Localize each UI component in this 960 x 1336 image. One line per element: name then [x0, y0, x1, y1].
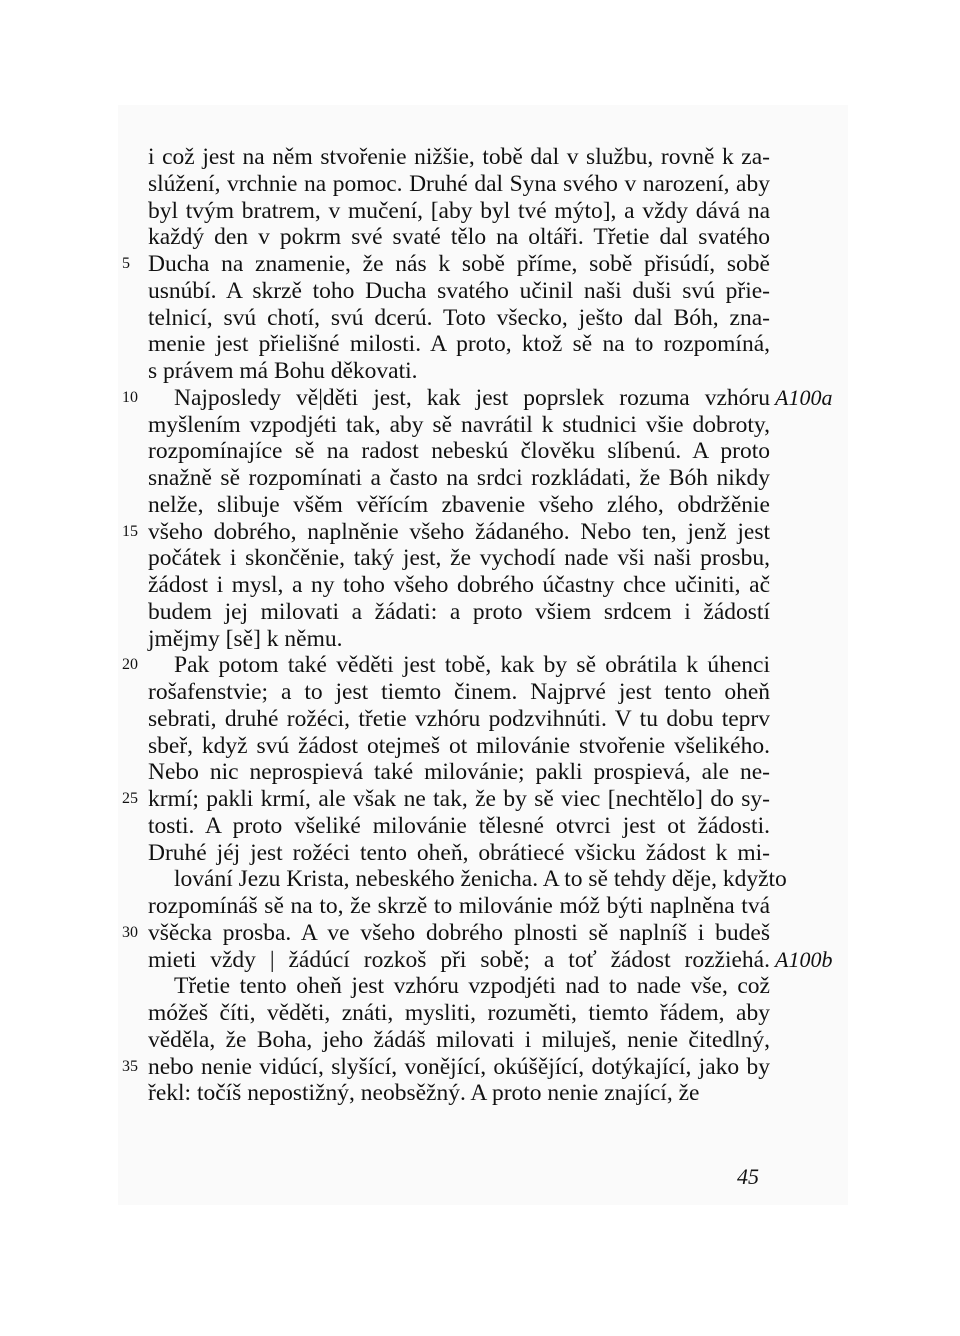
text-line: věděla, že Boha, jeho žádáš milovati i miluješ, nenie čitedlný, [148, 1027, 770, 1053]
text-line: Nebo nic neprospievá také milovánie; pakli prospievá, ale ne- [148, 759, 770, 785]
text-line: nebo nenie vidúcí, slyšící, vonějící, okúšějící, dotýkající, jako by [148, 1054, 770, 1080]
text-line: telnicí, svú chotí, svú dcerú. Toto všecko, ješto dal Bóh, zna- [148, 305, 770, 331]
text-line: počátek i skončěnie, taký jest, že vychodí nade vši naši prosbu, [148, 545, 770, 571]
text-line: sbeř, když svú žádost otejmeš ot milovánie stvořenie všelikého. [148, 733, 770, 759]
text-line: Ducha na znamenie, že nás k sobě příme, sobě přisúdí, sobě [148, 251, 770, 277]
text-line: žádost i mysl, a ny toho všeho dobrého účastny chce učiniti, ač [148, 572, 770, 598]
text-line: snažně sě rozpomínati a často na srdci rozkládati, že Bóh nikdy [148, 465, 770, 491]
line-number: 10 [122, 389, 138, 406]
text-line: všěcka prosba. A ve všeho dobrého plnosti sě naplníš i budeš [148, 920, 770, 946]
text-line: rozpomínajíce sě na radost nebeskú člověku slíbenú. A proto [148, 438, 770, 464]
text-line: mieti vždy | žádúcí rozkoš při sobě; a toť žádost rozžiehá. [148, 947, 770, 973]
text-line: jmějmy [sě] k němu. [148, 626, 343, 652]
text-line: i což jest na něm stvořenie nižšie, tobě dal v službu, rovně k za- [148, 144, 770, 170]
line-number: 15 [122, 523, 138, 540]
text-line: rošafenstvie; a to jest tiemto činem. Najprvé jest tento oheň [148, 679, 770, 705]
text-line: řekl: točíš nepostižný, neobsěžný. A proto nenie znající, že [148, 1080, 700, 1106]
text-line: sebrati, druhé rožéci, třetie vzhóru podzvihnúti. V tu dobu teprv [148, 706, 770, 732]
text-line: rozpomínáš sě na to, že skrzě to milovánie móž býti naplněna tvá [148, 893, 770, 919]
text-line: slúžení, vrchnie na pomoc. Druhé dal Syna svého v narození, aby [148, 171, 770, 197]
text-line: Pak potom také věděti jest tobě, kak by sě obrátila k úhenci [174, 652, 770, 678]
folio-reference: A100a [775, 385, 833, 410]
line-number: 30 [122, 924, 138, 941]
line-number: 35 [122, 1058, 138, 1075]
text-line: krmí; pakli krmí, ale však ne tak, že by sě viec [nechtělo] do sy- [148, 786, 770, 812]
text-line: všeho dobrého, naplněnie všeho žádaného. Nebo ten, jenž jest [148, 519, 770, 545]
text-line: lování Jezu Krista, nebeského ženicha. A to sě tehdy děje, kdyžto [174, 866, 787, 892]
folio-reference: A100b [775, 947, 833, 972]
text-line: Druhé jéj jest rožéci tento oheň, obrátiecé všicku žádost k mi- [148, 840, 770, 866]
line-number: 25 [122, 790, 138, 807]
line-number: 5 [122, 255, 130, 272]
text-line: myšlením vzpodjéti tak, aby sě navrátil k studnici všie dobroty, [148, 412, 770, 438]
text-line: byl tvým bratrem, v mučení, [aby byl tvé mýto], a vždy dává na [148, 198, 770, 224]
text-line: s právem má Bohu děkovati. [148, 358, 418, 384]
page-number: 45 [737, 1164, 759, 1189]
text-line: budem jej milovati a žádati: a proto všiem srdcem i žádostí [148, 599, 770, 625]
text-line: menie jest přielišné milosti. A proto, ktož sě na to rozpomíná, [148, 331, 770, 357]
text-line: Najposledy vě|děti jest, kak jest poprslek rozuma vzhóru [174, 385, 770, 411]
text-line: Třetie tento oheň jest vzhóru vzpodjéti nad to nade vše, což [174, 973, 770, 999]
text-line: nelže, slibuje všěm věřícím zbavenie všeho zlého, obdržěnie [148, 492, 770, 518]
text-line: každý den v pokrm své svaté tělo na oltáři. Třetie dal svatého [148, 224, 770, 250]
line-number: 20 [122, 656, 138, 673]
text-line: usnúbí. A skrzě toho Ducha svatého učinil naši duši svú přie- [148, 278, 770, 304]
text-line: móžeš číti, věděti, znáti, mysliti, rozuměti, tiemto řádem, aby [148, 1000, 770, 1026]
text-line: tosti. A proto všeliké milovánie tělesné otvrci jest ot žádosti. [148, 813, 770, 839]
